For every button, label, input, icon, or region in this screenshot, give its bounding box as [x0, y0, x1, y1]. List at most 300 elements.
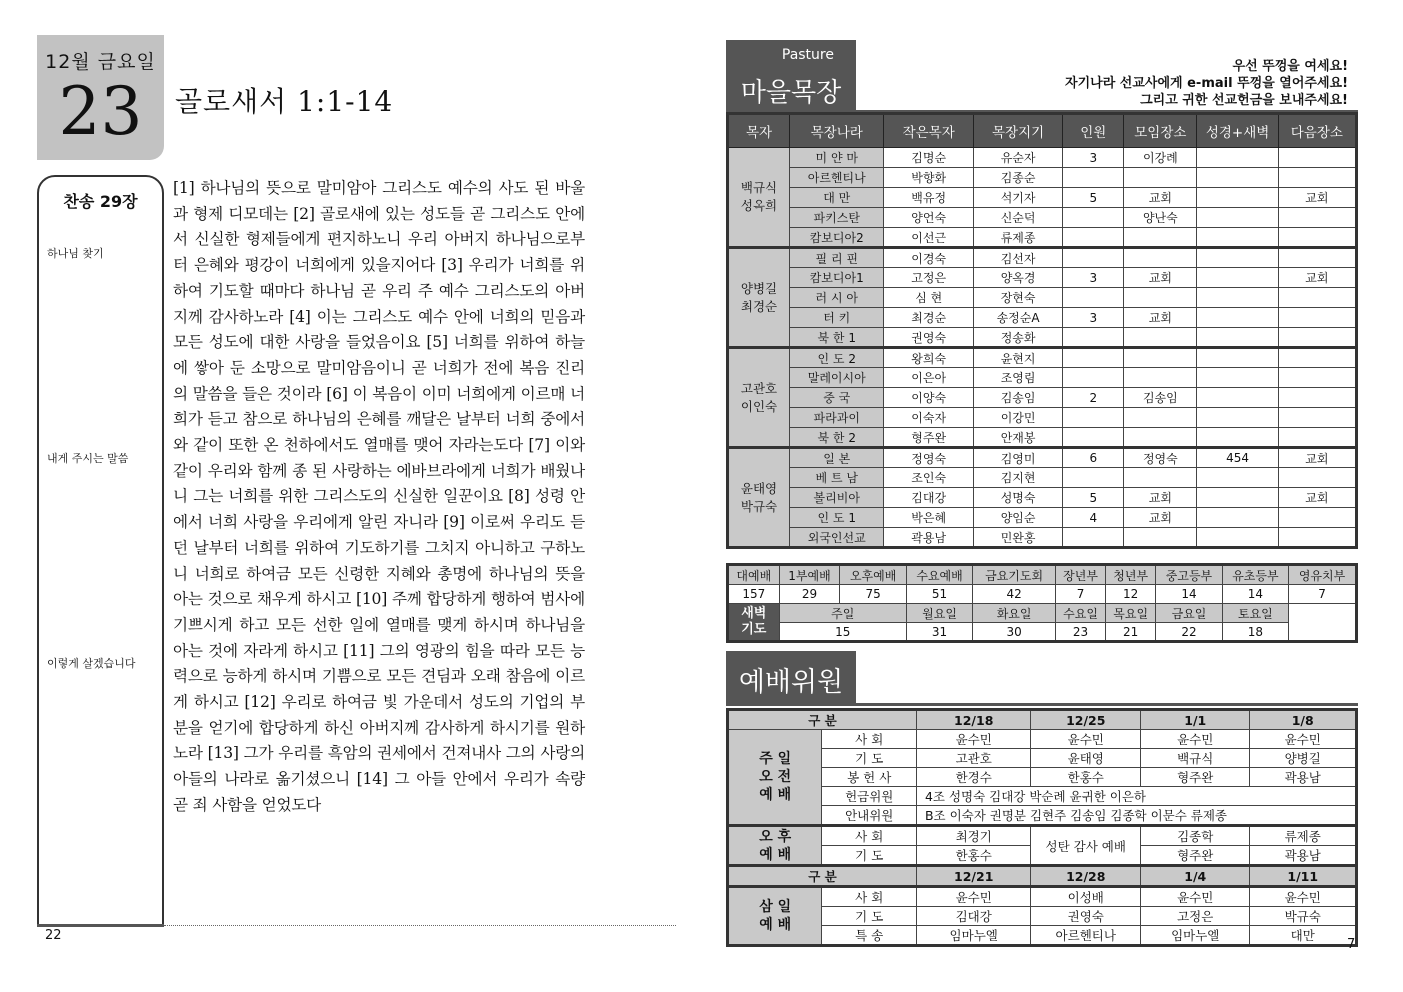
village-cell: 이은아: [884, 368, 973, 388]
committee-row: [728, 730, 1357, 749]
village-cell: 석기자: [973, 188, 1062, 208]
country-cell: 캄보디아2: [789, 228, 884, 248]
village-cell: 조인숙: [884, 468, 973, 488]
table-row: [728, 388, 1357, 408]
committee-row: [728, 826, 1357, 846]
label-seek-god: 하나님 찾기: [47, 247, 104, 260]
village-cell: [1197, 208, 1278, 228]
attendance-value: 42: [973, 585, 1056, 604]
village-cell: 교회: [1124, 308, 1197, 328]
service-date: 1/4: [1141, 866, 1250, 887]
village-cell: 교회: [1278, 448, 1356, 468]
dawn-value: 21: [1106, 623, 1156, 642]
village-cell: [1278, 148, 1356, 168]
member-cell: 한홍수: [1031, 768, 1141, 787]
dawn-value: 22: [1156, 623, 1222, 642]
country-cell: 외국인선교: [789, 528, 884, 548]
mission-notice: [900, 58, 1348, 109]
village-cell: 양난숙: [1124, 208, 1197, 228]
dawn-day: 목요일: [1106, 604, 1156, 623]
village-cell: 교회: [1124, 268, 1197, 288]
village-cell: 3: [1063, 268, 1124, 288]
member-cell: 윤수민: [1250, 730, 1357, 749]
village-cell: 454: [1197, 448, 1278, 468]
team-members: 4조 성명숙 김대강 박순례 윤귀한 이은하: [916, 787, 1356, 806]
village-header: 인원: [1063, 114, 1124, 148]
table-row: [728, 148, 1357, 168]
village-cell: [1063, 428, 1124, 448]
tab-underline: [726, 703, 1358, 706]
village-cell: 6: [1063, 448, 1124, 468]
attendance-header: 1부예배: [779, 565, 840, 585]
village-cell: 민완홍: [973, 528, 1062, 548]
village-cell: 정영숙: [884, 448, 973, 468]
pasture-en: Pasture: [781, 47, 834, 63]
shepherd-leader: 고관호 이인숙: [728, 348, 790, 448]
village-header: 목장나라: [789, 114, 884, 148]
dawn-day: 토요일: [1222, 604, 1288, 623]
gubun-label: 구 분: [728, 866, 917, 887]
table-row: [728, 348, 1357, 368]
village-cell: 4: [1063, 508, 1124, 528]
village-cell: [1124, 348, 1197, 368]
worship-committee-title: 예배위원: [738, 667, 844, 698]
page-number-right: 7: [1347, 937, 1356, 952]
attendance-header: 중고등부: [1156, 565, 1222, 585]
label-commitment: 이렇게 살겠습니다: [47, 657, 136, 670]
role-cell: 사 회: [822, 730, 916, 749]
village-cell: [1124, 328, 1197, 348]
dawn-day: 주일: [779, 604, 906, 623]
village-cell: 정영숙: [1124, 448, 1197, 468]
village-cell: [1197, 308, 1278, 328]
village-cell: 교회: [1124, 188, 1197, 208]
village-cell: [1197, 188, 1278, 208]
pasture-ko: 마을목장: [740, 78, 842, 108]
attendance-value: 29: [779, 585, 840, 604]
service-date: 12/25: [1031, 710, 1141, 730]
table-row: [728, 368, 1357, 388]
country-cell: 북 한 1: [789, 328, 884, 348]
table-row: [728, 468, 1357, 488]
country-cell: 미 얀 마: [789, 148, 884, 168]
village-cell: [1278, 428, 1356, 448]
committee-date-row: [728, 710, 1357, 730]
service-group-label: 주 일 오 전 예 배: [728, 730, 822, 826]
member-cell: 형주완: [1141, 768, 1250, 787]
member-cell: 고관호: [916, 749, 1031, 768]
village-cell: 이양숙: [884, 388, 973, 408]
member-cell: 김대강: [916, 907, 1031, 926]
service-date: 1/8: [1250, 710, 1357, 730]
village-cell: 김송임: [1124, 388, 1197, 408]
service-date: 1/11: [1250, 866, 1357, 887]
country-cell: 아르헨티나: [789, 168, 884, 188]
village-cell: 교회: [1278, 268, 1356, 288]
village-header: 목장지기: [973, 114, 1062, 148]
village-cell: 고정은: [884, 268, 973, 288]
village-cell: 백유정: [884, 188, 973, 208]
service-date: 12/28: [1031, 866, 1141, 887]
label-word: 내게 주시는 말씀: [47, 452, 129, 465]
village-cell: [1063, 288, 1124, 308]
table-row: [728, 188, 1357, 208]
attendance-value: 12: [1106, 585, 1156, 604]
role-cell: 기 도: [822, 846, 916, 866]
village-cell: [1197, 248, 1278, 268]
shepherd-leader: 윤태영 박규숙: [728, 448, 790, 548]
country-cell: 파키스탄: [789, 208, 884, 228]
village-cell: [1197, 508, 1278, 528]
member-cell: 권영숙: [1031, 907, 1141, 926]
village-cell: 3: [1063, 148, 1124, 168]
member-cell: 윤수민: [916, 887, 1031, 907]
attendance-value: 14: [1156, 585, 1222, 604]
attendance-table: [726, 563, 1358, 643]
village-cell: 김선자: [973, 248, 1062, 268]
village-cell: 안재봉: [973, 428, 1062, 448]
attendance-value: 157: [728, 585, 780, 604]
village-cell: 조영림: [973, 368, 1062, 388]
village-cell: 5: [1063, 488, 1124, 508]
village-cell: 류제종: [973, 228, 1062, 248]
village-cell: [1197, 468, 1278, 488]
village-cell: [1063, 468, 1124, 488]
shepherd-leader: 백규식 성옥희: [728, 148, 790, 248]
village-cell: 왕희숙: [884, 348, 973, 368]
hymn-label: 찬송 29장: [63, 192, 138, 211]
member-cell: 윤수민: [1141, 730, 1250, 749]
member-cell: 윤수민: [916, 730, 1031, 749]
table-row: [728, 488, 1357, 508]
role-cell: 기 도: [822, 749, 916, 768]
village-cell: 이강민: [973, 408, 1062, 428]
village-cell: 정송화: [973, 328, 1062, 348]
attendance-header: 수요예배: [906, 565, 972, 585]
village-cell: 형주완: [884, 428, 973, 448]
village-cell: 교회: [1124, 508, 1197, 528]
month-weekday: 12월 금요일: [45, 51, 156, 73]
village-cell: 이경숙: [884, 248, 973, 268]
member-cell: 곽용남: [1250, 768, 1357, 787]
table-row: [728, 448, 1357, 468]
dawn-day: 화요일: [973, 604, 1056, 623]
member-cell: 윤수민: [1141, 887, 1250, 907]
role-cell: 사 회: [822, 826, 916, 846]
attendance-header: 오후예배: [840, 565, 906, 585]
attendance-value: 14: [1222, 585, 1288, 604]
village-cell: [1197, 348, 1278, 368]
village-cell: 심 현: [884, 288, 973, 308]
committee-row: [728, 787, 1357, 806]
country-cell: 베 트 남: [789, 468, 884, 488]
village-cell: [1197, 228, 1278, 248]
village-cell: [1063, 348, 1124, 368]
attendance-header: 금요기도회: [973, 565, 1056, 585]
dawn-day: 금요일: [1156, 604, 1222, 623]
village-cell: 송정순A: [973, 308, 1062, 328]
country-cell: 북 한 2: [789, 428, 884, 448]
committee-row: [728, 926, 1357, 946]
country-cell: 인 도 2: [789, 348, 884, 368]
table-row: [728, 528, 1357, 548]
village-cell: 박은혜: [884, 508, 973, 528]
committee-row: [728, 749, 1357, 768]
village-cell: [1124, 528, 1197, 548]
attendance-value: 75: [840, 585, 906, 604]
dawn-value: 18: [1222, 623, 1288, 642]
member-cell: 고정은: [1141, 907, 1250, 926]
village-cell: 양임순: [973, 508, 1062, 528]
country-cell: 볼리비아: [789, 488, 884, 508]
member-cell: 이성배: [1031, 887, 1141, 907]
table-row: [728, 428, 1357, 448]
village-cell: [1278, 208, 1356, 228]
dawn-day: 수요일: [1055, 604, 1105, 623]
village-cell: [1278, 408, 1356, 428]
shepherd-leader: 양병길 최경순: [728, 248, 790, 348]
member-cell: 박규숙: [1250, 907, 1357, 926]
member-cell: 최경기: [916, 826, 1031, 846]
village-cell: [1124, 408, 1197, 428]
village-cell: [1197, 288, 1278, 308]
member-cell: 한홍수: [916, 846, 1031, 866]
member-cell: 류제종: [1250, 826, 1357, 846]
attendance-header: 청년부: [1106, 565, 1156, 585]
dawn-value: 30: [973, 623, 1056, 642]
table-row: [728, 228, 1357, 248]
role-cell: 헌금위원: [822, 787, 916, 806]
table-row: [728, 508, 1357, 528]
village-cell: [1278, 388, 1356, 408]
member-cell: 백규식: [1141, 749, 1250, 768]
attendance-header: 유초등부: [1222, 565, 1288, 585]
village-cell: [1063, 208, 1124, 228]
gubun-label: 구 분: [728, 710, 917, 730]
village-cell: 김대강: [884, 488, 973, 508]
service-date: 1/1: [1141, 710, 1250, 730]
table-row: [728, 168, 1357, 188]
member-cell: 아르헨티나: [1031, 926, 1141, 946]
village-cell: [1278, 328, 1356, 348]
village-cell: [1124, 228, 1197, 248]
member-cell: 김종학: [1141, 826, 1250, 846]
village-cell: [1278, 248, 1356, 268]
dawn-prayer-label: 새벽 기도: [728, 604, 780, 642]
village-cell: [1197, 268, 1278, 288]
village-cell: 윤현지: [973, 348, 1062, 368]
role-cell: 기 도: [822, 907, 916, 926]
village-cell: [1063, 168, 1124, 188]
village-cell: 양옥경: [973, 268, 1062, 288]
village-cell: [1124, 368, 1197, 388]
table-row: [728, 288, 1357, 308]
country-cell: 말레이시아: [789, 368, 884, 388]
worship-committee-tab: [726, 651, 856, 703]
village-cell: 장현숙: [973, 288, 1062, 308]
village-cell: 김지현: [973, 468, 1062, 488]
member-cell: 대만: [1250, 926, 1357, 946]
country-cell: 필 리 핀: [789, 248, 884, 268]
village-header: 작은목자: [884, 114, 973, 148]
team-members: B조 이숙자 권명분 김현주 김송임 김종학 이문수 류제종: [916, 806, 1356, 826]
country-cell: 파라과이: [789, 408, 884, 428]
committee-row: [728, 768, 1357, 787]
village-cell: [1197, 388, 1278, 408]
village-cell: 이선근: [884, 228, 973, 248]
table-row: [728, 248, 1357, 268]
village-cell: [1278, 308, 1356, 328]
side-bottom-line: [37, 924, 164, 927]
service-group-label: 오 후 예 배: [728, 826, 822, 866]
country-cell: 인 도 1: [789, 508, 884, 528]
village-header: 모임장소: [1124, 114, 1197, 148]
village-cell: [1063, 368, 1124, 388]
village-cell: [1197, 328, 1278, 348]
village-cell: [1063, 328, 1124, 348]
member-cell: 임마누엘: [916, 926, 1031, 946]
village-cell: [1278, 288, 1356, 308]
dawn-value: 23: [1055, 623, 1105, 642]
page-number-left: 22: [45, 928, 62, 943]
attendance-header: 영유치부: [1289, 565, 1357, 585]
village-cell: 권영숙: [884, 328, 973, 348]
christmas-service: 성탄 감사 예배: [1031, 826, 1141, 866]
village-cell: [1124, 168, 1197, 188]
table-row: [728, 328, 1357, 348]
member-cell: 윤수민: [1250, 887, 1357, 907]
member-cell: 양병길: [1250, 749, 1357, 768]
village-cell: [1124, 288, 1197, 308]
role-cell: 안내위원: [822, 806, 916, 826]
notice-line: 자기나라 선교사에게 e-mail 뚜껑을 열어주세요!: [1065, 76, 1348, 91]
country-cell: 터 키: [789, 308, 884, 328]
country-cell: 대 만: [789, 188, 884, 208]
village-cell: 2: [1063, 388, 1124, 408]
village-cell: 신순덕: [973, 208, 1062, 228]
village-cell: 5: [1063, 188, 1124, 208]
scripture-text: [1] 하나님의 뜻으로 말미암아 그리스도 예수의 사도 된 바울과 형제 디모데는 [2] 골로새에 있는 성도들 곧 그리스도 안에서 신실한 형제들에게 편지하노니 우리 아버지 하나님으로부터 은혜와 평강이 너희에게 있을지어다 [3] 우리가 너희를 위하여 기도할 때마다 하나님 곧 우리 주 예수 그리스도의 아버지께 감사하노라 [4] 이는 그리스도 예수 안에 너희의 믿음과 모든 성도에 대한 사랑을 들었음이요 [5] 너희를 위하여 하늘에 쌓아 둔 소망으로 말미암음이니 곧 너희가 전에 복음 진리의 말씀을 들은 것이라 [6] 이 복음이 이미 너희에게 이르매 너희가 듣고 참으로 하나님의 은혜를 깨달은 날부터 너희 중에서와 같이 또한 온 천하에서도 열매를 맺어 자라는도다 [7] 이와 같이 우리와 함께 종 된 사랑하는 에바브라에게 너희가 배웠나니 그는 너희를 위한 그리스도의 신실한 일꾼이요 [8] 성령 안에서 너희 사랑을 우리에게 알린 자니라 [9] 이로써 우리도 듣던 날부터 너희를 위하여 기도하기를 그치지 아니하고 구하노니 너희로 하여금 모든 신령한 지혜와 총명에 하나님의 뜻을 아는 것으로 채우게 하시고 [10] 주께 합당하게 행하여 범사에 기쁘시게 하고 모든 선한 일에 열매를 맺게 하시며 하나님을 아는 것에 자라게 하시고 [11] 그의 영광의 힘을 따라 모든 능력으로 능하게 하시며 기쁨으로 모든 견딤과 오래 참음에 이르게 하시고 [12] 우리로 하여금 빛 가운데서 성도의 기업의 부분을 얻기에 합당하게 하신 아버지께 감사하게 하시기를 원하노라 [13] 그가 우리를 흑암의 권세에서 건져내사 그의 사랑의 아들의 나라로 옮기셨으니 [14] 그 아들 안에서 우리가 속량 곧 죄 사함을 얻었도다: [173, 179, 585, 814]
village-cell: 박향화: [884, 168, 973, 188]
village-cell: 이강례: [1124, 148, 1197, 168]
village-cell: [1124, 428, 1197, 448]
village-cell: 성명숙: [973, 488, 1062, 508]
village-cell: [1278, 528, 1356, 548]
service-group-label: 삼 일 예 배: [728, 887, 822, 946]
dotted-divider: [164, 925, 676, 926]
village-cell: [1063, 528, 1124, 548]
village-cell: [1197, 528, 1278, 548]
day-number: 23: [58, 73, 143, 150]
member-cell: 곽용남: [1250, 846, 1357, 866]
member-cell: 윤태영: [1031, 749, 1141, 768]
table-row: [728, 268, 1357, 288]
village-cell: 양언숙: [884, 208, 973, 228]
country-cell: 중 국: [789, 388, 884, 408]
village-header: 다음장소: [1278, 114, 1356, 148]
dawn-value: 31: [906, 623, 972, 642]
member-cell: 한경수: [916, 768, 1031, 787]
notice-line: 우선 뚜껑을 여세요!: [1232, 59, 1348, 74]
committee-row: [728, 806, 1357, 826]
village-cell: [1063, 248, 1124, 268]
village-cell: [1063, 228, 1124, 248]
village-cell: [1124, 248, 1197, 268]
dawn-day: 월요일: [906, 604, 972, 623]
village-cell: [1197, 368, 1278, 388]
country-cell: 러 시 아: [789, 288, 884, 308]
member-cell: 형주완: [1141, 846, 1250, 866]
role-cell: 사 회: [822, 887, 916, 907]
committee-row: [728, 907, 1357, 926]
village-cell: [1278, 468, 1356, 488]
village-cell: 교회: [1278, 188, 1356, 208]
table-row: [728, 208, 1357, 228]
village-cell: [1197, 148, 1278, 168]
role-cell: 봉 헌 사: [822, 768, 916, 787]
village-cell: [1278, 228, 1356, 248]
village-cell: 김종순: [973, 168, 1062, 188]
attendance-value: 7: [1289, 585, 1357, 604]
attendance-value: 51: [906, 585, 972, 604]
village-cell: 교회: [1278, 488, 1356, 508]
attendance-header: 대예배: [728, 565, 780, 585]
attendance-header: 장년부: [1055, 565, 1105, 585]
village-cell: [1197, 488, 1278, 508]
table-row: [728, 308, 1357, 328]
village-header: 성경+새벽: [1197, 114, 1278, 148]
committee-date-row: [728, 866, 1357, 887]
village-cell: [1278, 368, 1356, 388]
service-date: 12/18: [916, 710, 1031, 730]
village-cell: [1063, 408, 1124, 428]
side-panel: [37, 175, 164, 926]
country-cell: 캄보디아1: [789, 268, 884, 288]
village-cell: [1197, 408, 1278, 428]
village-cell: [1197, 428, 1278, 448]
village-cell: [1124, 468, 1197, 488]
village-cell: 교회: [1124, 488, 1197, 508]
committee-table: [726, 708, 1358, 947]
date-box: [37, 35, 164, 160]
village-cell: 김영미: [973, 448, 1062, 468]
country-cell: 일 본: [789, 448, 884, 468]
notice-line: 그리고 귀한 선교헌금을 보내주세요!: [1140, 93, 1348, 108]
village-cell: [1278, 348, 1356, 368]
member-cell: 윤수민: [1031, 730, 1141, 749]
village-table: [726, 112, 1358, 549]
village-cell: [1197, 168, 1278, 188]
village-cell: 곽용남: [884, 528, 973, 548]
service-date: 12/21: [916, 866, 1031, 887]
village-cell: [1278, 168, 1356, 188]
village-cell: [1278, 508, 1356, 528]
table-row: [728, 408, 1357, 428]
village-cell: 김명순: [884, 148, 973, 168]
committee-row: [728, 887, 1357, 907]
pasture-tab: [726, 40, 856, 110]
village-header: 목자: [728, 114, 790, 148]
attendance-value: 7: [1055, 585, 1105, 604]
dawn-value: 15: [779, 623, 906, 642]
passage-title: 골로새서 1:1-14: [175, 85, 394, 118]
village-cell: 김송임: [973, 388, 1062, 408]
role-cell: 특 송: [822, 926, 916, 946]
village-cell: 최경순: [884, 308, 973, 328]
village-cell: 3: [1063, 308, 1124, 328]
village-cell: 유순자: [973, 148, 1062, 168]
village-cell: 이숙자: [884, 408, 973, 428]
